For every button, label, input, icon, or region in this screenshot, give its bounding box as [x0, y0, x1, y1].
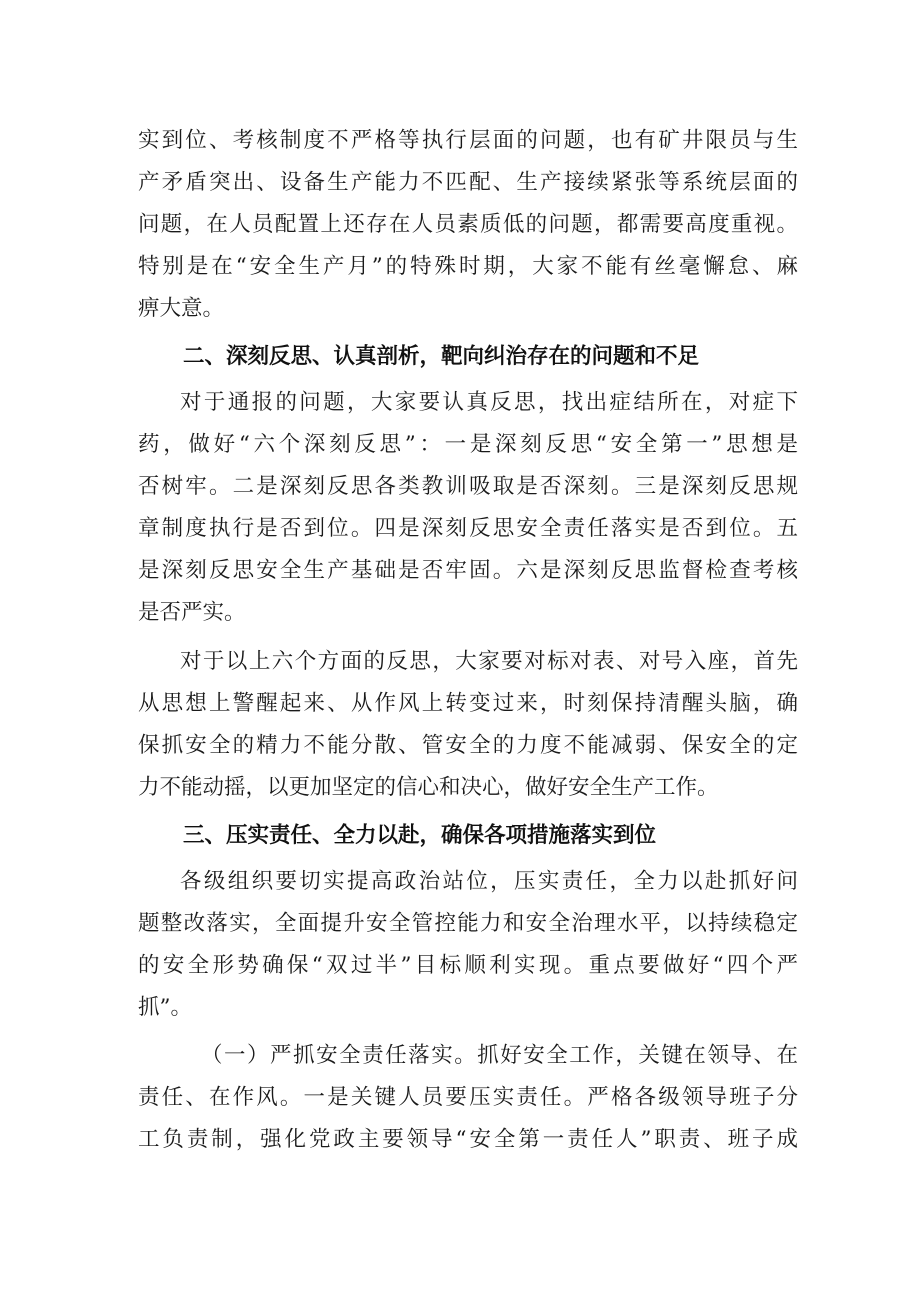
body-line: 责任、在作风。一是关键人员要压实责任。严格各级领导班子分: [138, 1085, 798, 1110]
body-line: 对于以上六个方面的反思，大家要对标对表、对号入座，首先: [180, 649, 798, 674]
body-line: 的安全形势确保“双过半”目标顺利实现。重点要做好“四个严: [138, 953, 798, 978]
body-line: 对于通报的问题，大家要认真反思，找出症结所在，对症下: [180, 390, 798, 415]
body-line: 实到位、考核制度不严格等执行层面的问题，也有矿井限员与生: [138, 128, 798, 153]
body-line: 特别是在“安全生产月”的特殊时期，大家不能有丝毫懈怠、麻: [138, 254, 798, 279]
body-line: 药，做好“六个深刻反思”：一是深刻反思“安全第一”思想是: [138, 432, 798, 457]
body-line: 各级组织要切实提高政治站位，压实责任，全力以赴抓好问: [180, 869, 798, 894]
body-line: 产矛盾突出、设备生产能力不匹配、生产接续紧张等系统层面的: [138, 170, 798, 195]
body-line: 痹大意。: [138, 296, 225, 321]
body-line: （一）严抓安全责任落实。抓好安全工作，关键在领导、在: [201, 1043, 798, 1068]
body-line: 工负责制，强化党政主要领导“安全第一责任人”职责、班子成: [138, 1127, 798, 1152]
body-line: 从思想上警醒起来、从作风上转变过来，时刻保持清醒头脑，确: [138, 691, 798, 716]
section-heading-3: 三、压实责任、全力以赴，确保各项措施落实到位: [183, 823, 657, 848]
body-line: 章制度执行是否到位。四是深刻反思安全责任落实是否到位。五: [138, 516, 798, 541]
body-line: 题整改落实，全面提升安全管控能力和安全治理水平，以持续稳定: [138, 911, 798, 936]
body-line: 是深刻反思安全生产基础是否牢固。六是深刻反思监督检查考核: [138, 558, 798, 583]
body-line: 否树牢。二是深刻反思各类教训吸取是否深刻。三是深刻反思规: [138, 474, 798, 499]
section-heading-2: 二、深刻反思、认真剖析，靶向纠治存在的问题和不足: [183, 344, 700, 369]
body-line: 问题，在人员配置上还存在人员素质低的问题，都需要高度重视。: [138, 212, 798, 237]
body-line: 抓”。: [138, 995, 192, 1020]
body-line: 力不能动摇，以更加坚定的信心和决心，做好安全生产工作。: [138, 775, 719, 800]
body-line: 保抓安全的精力不能分散、管安全的力度不能减弱、保安全的定: [138, 733, 798, 758]
body-line: 是否严实。: [138, 600, 246, 625]
